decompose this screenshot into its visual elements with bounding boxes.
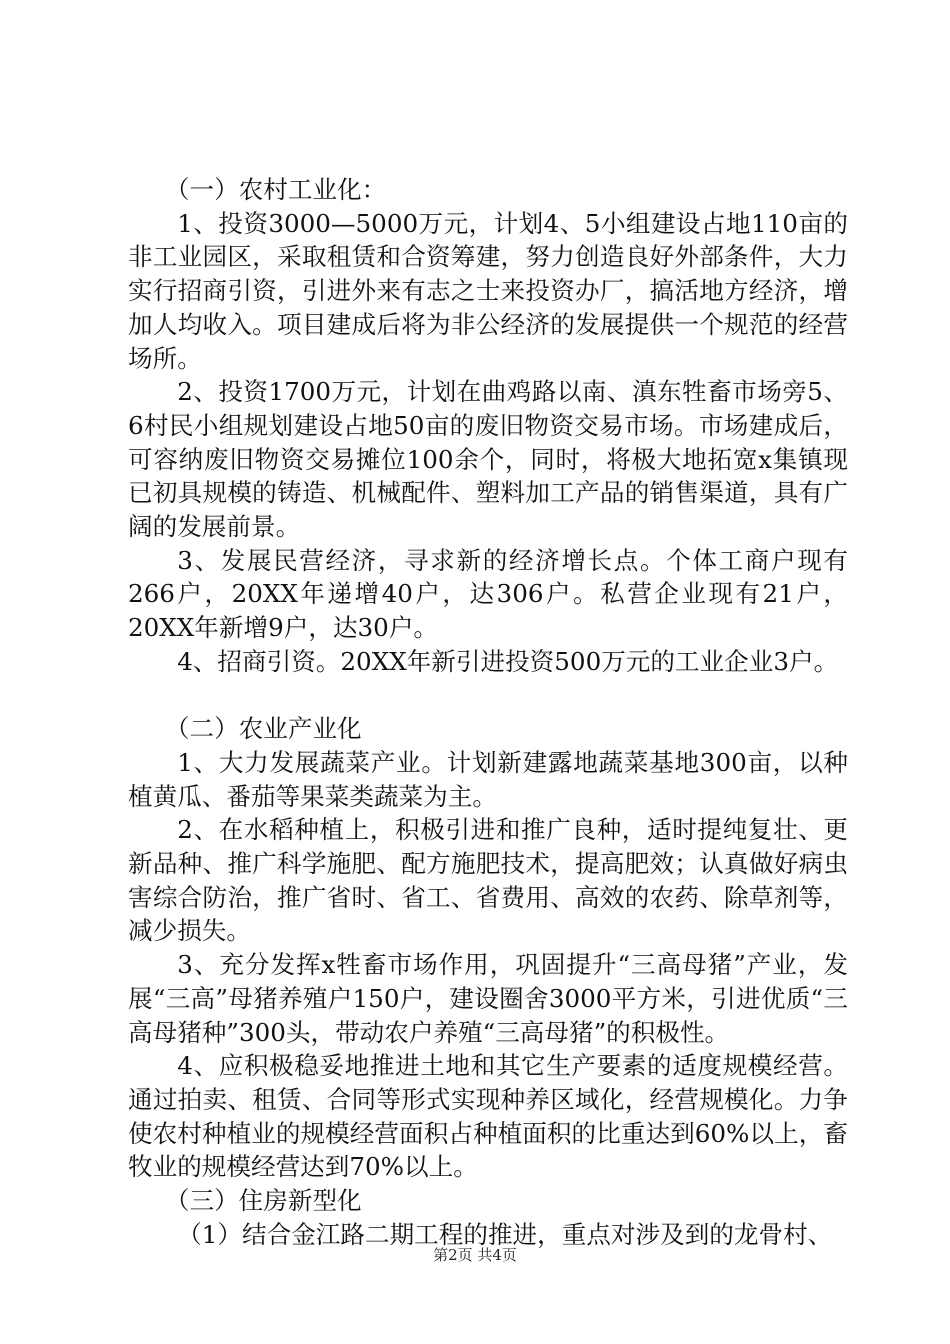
paragraph-1-4: 4、招商引资。20XX年新引进投资500万元的工业企业3户。 bbox=[177, 646, 839, 676]
paragraph-2-1: 1、大力发展蔬菜产业。计划新建露地蔬菜基地300亩，以种植黄瓜、番茄等果菜类蔬菜为主。 bbox=[128, 747, 848, 811]
page-number-footer: 第2页 共4页 bbox=[433, 1246, 517, 1264]
section-heading-agricultural-industrialization: （二）农业产业化 bbox=[164, 714, 362, 744]
paragraph-1-2: 2、投资1700万元，计划在曲鸡路以南、滇东牲畜市场旁5、6村民小组规划建设占地50亩的废旧物资交易市场。市场建成后，可容纳废旧物资交易摊位100余个，同时，将极大地拓宽x集镇现已初具规模的铸造、机械配件、塑料加工产品的销售渠道，具有广阔的发展前景。 bbox=[128, 377, 848, 542]
document-body bbox=[128, 173, 848, 1251]
paragraph-1-3: 3、发展民营经济，寻求新的经济增长点。个体工商户现有266户，20XX年递增40户，达306户。私营企业现有21户，20XX年新增9户，达30户。 bbox=[128, 545, 848, 643]
paragraph-2-4: 4、应积极稳妥地推进土地和其它生产要素的适度规模经营。通过拍卖、租赁、合同等形式实现种养区域化，经营规模化。力争使农村种植业的规模经营面积占种植面积的比重达到60%以上，畜牧业的规模经营达到70%以上。 bbox=[128, 1051, 848, 1182]
paragraph-1-1: 1、投资3000—5000万元，计划4、5小组建设占地110亩的非工业园区，采取租赁和合资筹建，努力创造良好外部条件，大力实行招商引资，引进外来有志之士来投资办厂，搞活地方经济，增加人均收入。项目建成后将为非公经济的发展提供一个规范的经营场所。 bbox=[128, 208, 848, 373]
section-gap bbox=[128, 679, 848, 713]
section-heading-rural-industrialization: （一）农村工业化： bbox=[164, 175, 387, 204]
paragraph-2-3: 3、充分发挥x牲畜市场作用，巩固提升“三高母猪”产业，发展“三高”母猪养殖户150户，建设圈舍3000平方米，引进优质“三高母猪种”300头，带动农户养殖“三高母猪”的积极性。 bbox=[128, 950, 848, 1047]
paragraph-2-2: 2、在水稻种植上，积极引进和推广良种，适时提纯复壮、更新品种、推广科学施肥、配方施肥技术，提高肥效；认真做好病虫害综合防治，推广省时、省工、省费用、高效的农药、除草剂等，减少损失。 bbox=[128, 815, 848, 946]
paragraph-3-1: （1）结合金江路二期工程的推进，重点对涉及到的龙骨村、 bbox=[177, 1219, 833, 1249]
section-heading-housing-modernization: （三）住房新型化 bbox=[164, 1186, 362, 1216]
